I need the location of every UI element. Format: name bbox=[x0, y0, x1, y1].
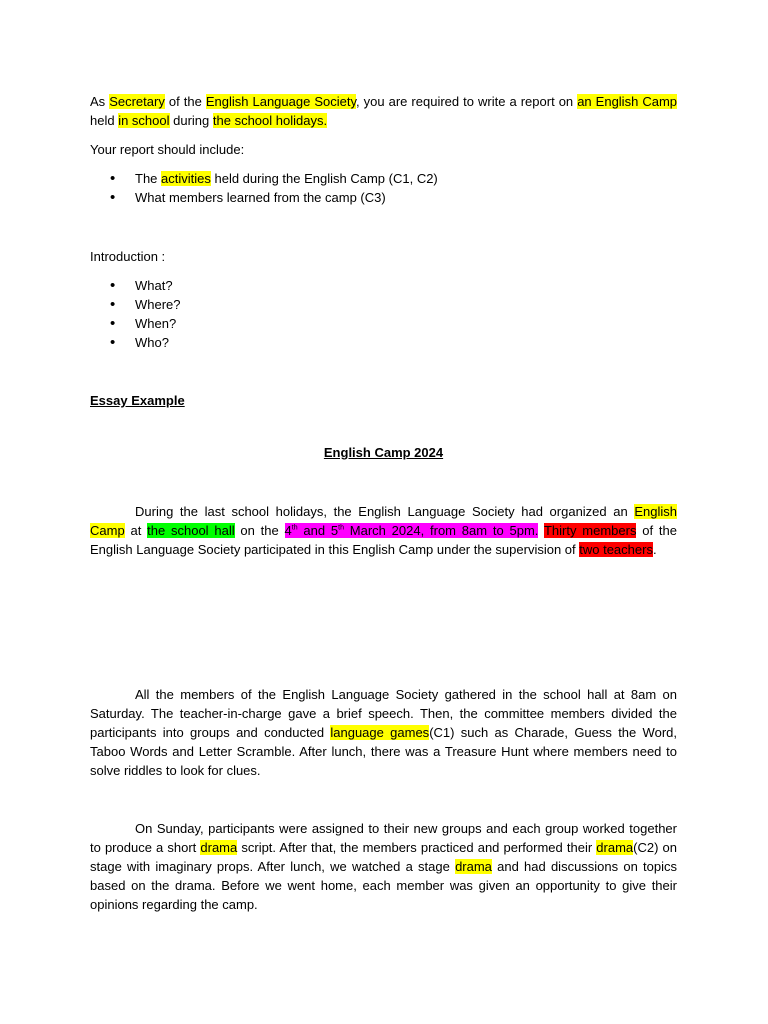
highlight-drama: drama bbox=[596, 840, 634, 855]
text: March 2024, from 8am to 5pm. bbox=[343, 523, 539, 538]
highlight-school: in school bbox=[118, 113, 170, 128]
highlight-holidays: the school holidays. bbox=[212, 113, 328, 128]
highlight-school-hall: the school hall bbox=[147, 523, 235, 538]
task-paragraph bbox=[90, 92, 677, 130]
text: The bbox=[135, 171, 162, 186]
essay-paragraph-1 bbox=[90, 502, 677, 559]
text: on the bbox=[234, 523, 285, 538]
list-item: • When? bbox=[90, 314, 677, 333]
text: All the members of the English Language Society gathered in the school hall at 8am on Saturday. The teacher-in-charge gave a brief speech. Then, the committee members divided the participants into groups and conducted bbox=[90, 687, 677, 740]
list-item: • Where? bbox=[90, 295, 677, 314]
text: 4 bbox=[284, 523, 292, 538]
highlight-camp: an English Camp bbox=[577, 94, 677, 109]
superscript: th bbox=[338, 524, 344, 532]
document-page bbox=[90, 92, 677, 914]
text: , you are required to write a report on bbox=[356, 94, 578, 109]
list-item: • What? bbox=[90, 276, 677, 295]
highlight-activities: activities bbox=[161, 171, 211, 186]
list-item: • What members learned from the camp (C3) bbox=[90, 188, 677, 207]
list-item bbox=[90, 169, 677, 188]
text: On Sunday, participants were assigned to their new groups and each group worked together to produce a short bbox=[90, 821, 677, 855]
text: at bbox=[124, 523, 148, 538]
text: during bbox=[169, 113, 213, 128]
highlight-english-camp: English Camp bbox=[90, 504, 677, 538]
list-item: • Who? bbox=[90, 333, 677, 352]
text: As bbox=[90, 94, 110, 109]
text: and had discussions on topics based on the drama. Before we went home, each member was given an opportunity to give their opinions regarding the camp. bbox=[90, 859, 677, 912]
text: held bbox=[90, 113, 119, 128]
essay-heading: Essay Example bbox=[90, 393, 185, 408]
text: During the last school holidays, the English Language Society had organized an bbox=[135, 504, 635, 519]
introduction-list bbox=[90, 276, 677, 352]
superscript: th bbox=[291, 524, 298, 532]
introduction-label: Introduction : bbox=[90, 249, 166, 264]
highlight-secretary: Secretary bbox=[109, 94, 165, 109]
highlight-thirty-members: Thirty members bbox=[543, 523, 637, 538]
text: of the bbox=[164, 94, 206, 109]
highlight-drama: drama bbox=[200, 840, 238, 855]
highlight-drama: drama bbox=[455, 859, 492, 874]
text: and 5 bbox=[297, 523, 339, 538]
essay-paragraph-3 bbox=[90, 819, 677, 914]
include-list bbox=[90, 169, 677, 207]
highlight-two-teachers: two teachers bbox=[579, 542, 653, 557]
essay-title: English Camp 2024 bbox=[323, 445, 444, 460]
essay-paragraph-2 bbox=[90, 685, 677, 780]
text: script. After that, the members practiced and performed their bbox=[237, 840, 597, 855]
highlight-language-games: language games bbox=[330, 725, 430, 740]
include-label: Your report should include: bbox=[90, 142, 245, 157]
text: of the English Language Society participated in this English Camp under the supervision of bbox=[90, 523, 677, 557]
text: . bbox=[652, 542, 657, 557]
highlight-date bbox=[285, 523, 539, 538]
highlight-society: English Language Society bbox=[205, 94, 357, 109]
text: (C2) on stage with imaginary props. After lunch, we watched a stage bbox=[90, 840, 677, 874]
text: held during the English Camp (C1, C2) bbox=[210, 171, 438, 186]
text: (C1) such as Charade, Guess the Word, Taboo Words and Letter Scramble. After lunch, there was a Treasure Hunt where members need to solve riddles to look for clues. bbox=[90, 725, 677, 778]
